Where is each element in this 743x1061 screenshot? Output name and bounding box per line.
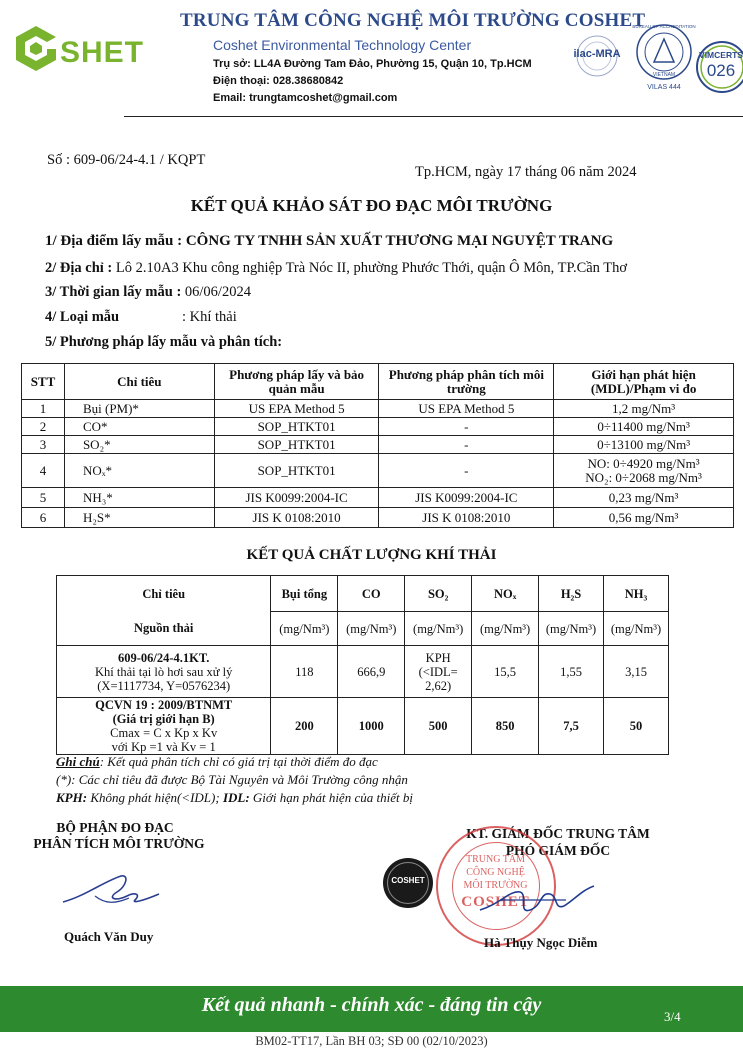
col-nh3: NH₃ (604, 576, 669, 612)
sample-type-label: 4/ Loại mẫu (45, 309, 120, 325)
footer-slogan: Kết quả nhanh - chính xác - đáng tin cậy (201, 994, 542, 1016)
boa-name: BUREAU OF ACCREDITATION (632, 24, 696, 29)
row-analysis: JIS K0099:2004-IC (379, 488, 554, 508)
left-signature (55, 868, 165, 914)
limit-h2s: 7,5 (539, 698, 604, 755)
stamp-line-4: COSHET (461, 894, 530, 910)
right-signature (470, 870, 600, 930)
idl-key: IDL: (222, 790, 250, 805)
row-stt: 1 (22, 400, 65, 418)
method-label: 5/ Phương pháp lấy mẫu và phân tích: (45, 334, 283, 350)
corner-param: Chỉ tiêu (57, 576, 271, 612)
row-mdl: 0÷13100 mg/Nm³ (554, 436, 734, 454)
stamp-line-3: MÔI TRƯỜNG (463, 880, 528, 891)
row-mdl: 1,2 mg/Nm³ (554, 400, 734, 418)
header-divider (124, 116, 743, 117)
mdl-no: NO: 0÷4920 mg/Nm³ (587, 455, 700, 471)
location-value: : CÔNG TY TNHH SẢN XUẤT THƯƠNG MẠI NGUYỆT TRANG (177, 233, 614, 249)
limit-so2: 500 (405, 698, 472, 755)
col-dust: Bụi tổng (271, 576, 338, 612)
idl-text: Giới hạn phát hiện của thiết bị (249, 790, 413, 805)
row-stt: 2 (22, 418, 65, 436)
org-name-vn: TRUNG TÂM CÔNG NGHỆ MÔI TRƯỜNG COSHET (180, 10, 646, 31)
kph-text: Không phát hiện(<IDL); (87, 790, 223, 805)
result-table (56, 575, 669, 755)
document-title: KẾT QUẢ KHẢO SÁT ĐO ĐẠC MÔI TRƯỜNG (190, 196, 553, 215)
table-row (22, 436, 734, 454)
method-table (21, 363, 734, 528)
row-mdl (554, 454, 734, 488)
note-2: (*): Các chỉ tiêu đã được Bộ Tài Nguyên và Môi Trường công nhận (56, 772, 408, 787)
left-sign-title-2: PHÂN TÍCH MÔI TRƯỜNG (33, 836, 205, 851)
row-stt: 5 (22, 488, 65, 508)
value-h2s: 1,55 (539, 646, 604, 698)
value-so2: KPH (<IDL= 2,62) (405, 646, 472, 698)
vimcerts-label: VIMCERTS (699, 50, 743, 60)
boa-badge (631, 22, 697, 96)
row-param: NH₃* (64, 488, 214, 508)
col-stt: STT (22, 364, 65, 400)
address-label: 2/ Địa chỉ : (45, 260, 113, 276)
row-sampling: SOP_HTKT01 (214, 454, 379, 488)
boa-country: VIETNAM (652, 72, 676, 78)
col-h2s: H₂S (539, 576, 604, 612)
time-label: 3/ Thời gian lấy mẫu : (45, 284, 182, 300)
col-co: CO (338, 576, 405, 612)
note-1: : Kết quả phân tích chỉ có giá trị tại thời điểm đo đạc (99, 754, 378, 769)
document-number: Số : 609-06/24-4.1 / KQPT (47, 152, 206, 168)
sample-desc: Khí thải tại lò hơi sau xử lý (95, 664, 233, 679)
row-sampling: SOP_HTKT01 (214, 418, 379, 436)
kph-key: KPH: (56, 790, 88, 805)
logo-wordmark: SHET (60, 36, 145, 69)
value-nox: 15,5 (472, 646, 539, 698)
ilac-mra-badge (569, 32, 625, 82)
row-param: SO₂* (64, 436, 214, 454)
right-signer-name: Hà Thụy Ngọc Diễm (484, 935, 598, 950)
mdl-no2: NO₂: 0÷2068 mg/Nm³ (585, 469, 702, 485)
value-dust: 118 (271, 646, 338, 698)
col-param: Chỉ tiêu (64, 364, 214, 400)
row-mdl: 0,23 mg/Nm³ (554, 488, 734, 508)
result-title: KẾT QUẢ CHẤT LƯỢNG KHÍ THẢI (246, 547, 497, 563)
unit-cell: (mg/Nm³) (472, 612, 539, 646)
limit-dust: 200 (271, 698, 338, 755)
row-sampling: JIS K0099:2004-IC (214, 488, 379, 508)
sample-type-value: : Khí thải (182, 309, 237, 325)
org-address: Trụ sở: LL4A Đường Tam Đảo, Phường 15, Quận 10, Tp.HCM (213, 58, 532, 70)
col-so2: SO₂ (405, 576, 472, 612)
table-row (22, 400, 734, 418)
sample-source (57, 646, 271, 698)
address-value: Lô 2.10A3 Khu công nghiệp Trà Nóc II, phường Phước Thới, quận Ô Môn, TP.Cần Thơ (115, 260, 628, 276)
limit-co: 1000 (338, 698, 405, 755)
row-analysis: - (379, 436, 554, 454)
table-row (22, 418, 734, 436)
standard-source (57, 698, 271, 755)
table-row (57, 646, 669, 698)
value-co: 666,9 (338, 646, 405, 698)
col-analysis: Phương pháp phân tích môi trường (379, 364, 554, 400)
row-sampling: JIS K 0108:2010 (214, 508, 379, 528)
col-sampling: Phương pháp lấy và bảo quản mẫu (214, 364, 379, 400)
row-stt: 6 (22, 508, 65, 528)
row-sampling: SOP_HTKT01 (214, 436, 379, 454)
seal-label: COSHET (391, 876, 425, 885)
limit-nh3: 50 (604, 698, 669, 755)
time-value: 06/06/2024 (184, 284, 251, 300)
row-analysis: JIS K 0108:2010 (379, 508, 554, 528)
sample-coords: (X=1117734, Y=0576234) (97, 678, 231, 693)
org-email: Email: trungtamcoshet@gmail.com (213, 92, 398, 104)
standard-code: QCVN 19 : 2009/BTNMT (95, 698, 233, 712)
row-mdl: 0,56 mg/Nm³ (554, 508, 734, 528)
row-mdl: 0÷11400 mg/Nm³ (554, 418, 734, 436)
unit-cell: (mg/Nm³) (405, 612, 472, 646)
ilac-text: ilac-MRA (573, 48, 621, 60)
row-param: CO* (64, 418, 214, 436)
left-sign-title-1: BỘ PHẬN ĐO ĐẠC (56, 820, 174, 835)
form-code: BM02-TT17, Lần BH 03; SĐ 00 (02/10/2023) (255, 1034, 488, 1048)
vimcerts-number: 026 (706, 61, 736, 80)
standard-formula: Cmax = C x Kp x Kv (110, 726, 218, 740)
right-sign-title-2: PHÓ GIÁM ĐỐC (505, 843, 611, 858)
limit-nox: 850 (472, 698, 539, 755)
unit-cell: (mg/Nm³) (604, 612, 669, 646)
right-sign-title-1: KT. GIÁM ĐỐC TRUNG TÂM (466, 826, 650, 841)
table-row (57, 698, 669, 755)
standard-condition: với Kp =1 và Kv = 1 (111, 740, 216, 754)
stamp-line-2: CÔNG NGHỆ (466, 867, 525, 878)
vilas-code: VILAS 444 (647, 84, 681, 91)
row-stt: 4 (22, 454, 65, 488)
row-sampling: US EPA Method 5 (214, 400, 379, 418)
location-label: 1/ Địa điểm lấy mẫu (45, 233, 174, 249)
page-number: 3/4 (664, 1009, 681, 1024)
row-analysis: - (379, 454, 554, 488)
stamp-line-1: TRUNG TÂM (466, 854, 525, 865)
org-name-en: Coshet Environmental Technology Center (213, 37, 472, 53)
corner-source: Nguồn thải (57, 612, 271, 646)
col-mdl: Giới hạn phát hiện (MDL)/Phạm vi đo (554, 364, 734, 400)
table-row (22, 454, 734, 488)
org-phone: Điện thoại: 028.38680842 (213, 75, 344, 87)
row-param: H₂S* (64, 508, 214, 528)
row-analysis: US EPA Method 5 (379, 400, 554, 418)
unit-cell: (mg/Nm³) (338, 612, 405, 646)
col-nox: NOₓ (472, 576, 539, 612)
notes-label: Ghi chú (56, 754, 100, 769)
sample-code: 609-06/24-4.1KT. (117, 650, 210, 665)
standard-sub: (Giá trị giới hạn B) (112, 712, 215, 726)
vimcerts-badge (695, 40, 743, 94)
coshet-seal (383, 858, 433, 908)
document-date: Tp.HCM, ngày 17 tháng 06 năm 2024 (415, 164, 637, 180)
row-param: NOₓ* (64, 454, 214, 488)
value-nh3: 3,15 (604, 646, 669, 698)
row-param: Bụi (PM)* (64, 400, 214, 418)
unit-cell: (mg/Nm³) (539, 612, 604, 646)
row-analysis: - (379, 418, 554, 436)
left-signer-name: Quách Văn Duy (64, 929, 154, 944)
row-stt: 3 (22, 436, 65, 454)
unit-cell: (mg/Nm³) (271, 612, 338, 646)
table-row (22, 488, 734, 508)
table-row (22, 508, 734, 528)
